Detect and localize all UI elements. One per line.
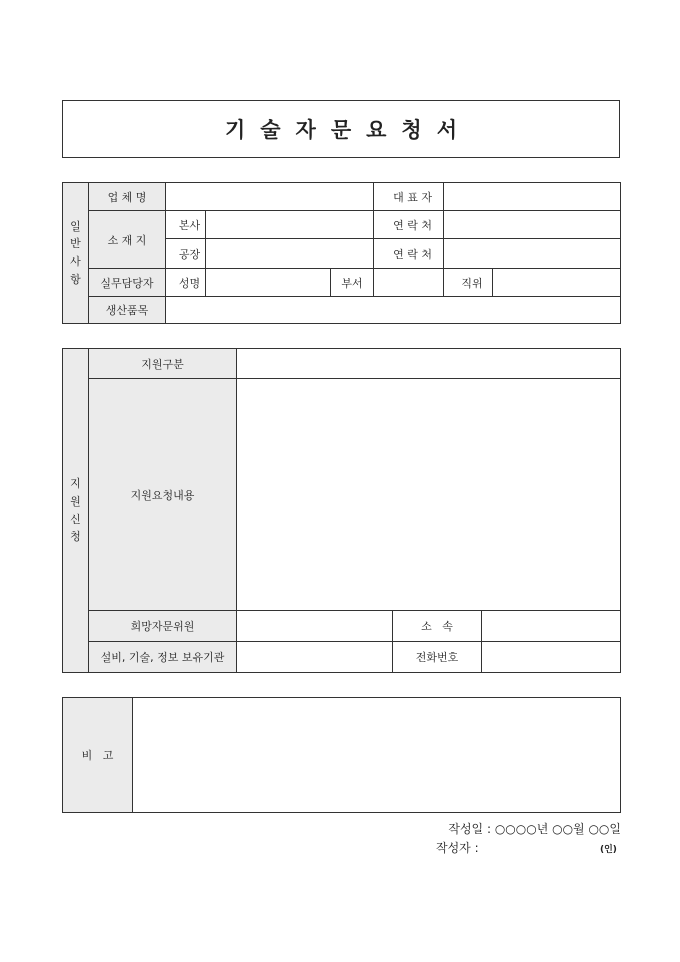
general-info-table bbox=[62, 182, 621, 324]
location-label: 소 재 지 bbox=[89, 211, 166, 269]
staff-dept-field[interactable] bbox=[374, 269, 444, 297]
hq-label: 본사 bbox=[166, 211, 206, 239]
representative-label: 대 표 자 bbox=[374, 183, 444, 211]
holder-institution-label: 설비, 기술, 정보 보유기관 bbox=[89, 642, 237, 673]
factory-contact-label: 연 락 처 bbox=[374, 239, 444, 269]
author-label: 작성자 : bbox=[436, 841, 479, 855]
phone-field[interactable] bbox=[482, 642, 621, 673]
affiliation-field[interactable] bbox=[482, 611, 621, 642]
holder-institution-field[interactable] bbox=[237, 642, 393, 673]
support-type-field[interactable] bbox=[237, 349, 621, 379]
remarks-label: 비 고 bbox=[63, 698, 133, 813]
factory-label: 공장 bbox=[166, 239, 206, 269]
product-label: 생산품목 bbox=[89, 297, 166, 324]
title-box bbox=[62, 100, 620, 158]
representative-field[interactable] bbox=[444, 183, 621, 211]
product-field[interactable] bbox=[166, 297, 621, 324]
advisor-label: 희망자문위원 bbox=[89, 611, 237, 642]
hq-contact-label: 연 락 처 bbox=[374, 211, 444, 239]
affiliation-label: 소 속 bbox=[393, 611, 482, 642]
remarks-table bbox=[62, 697, 621, 813]
staff-name-field[interactable] bbox=[206, 269, 331, 297]
support-request-side-label: 지 원 신 청 bbox=[63, 349, 89, 673]
staff-dept-label: 부서 bbox=[331, 269, 374, 297]
document-title: 기술자문요청서 bbox=[224, 118, 472, 142]
general-info-side-label: 일 반 사 항 bbox=[63, 183, 89, 324]
seal-mark: (인) bbox=[600, 845, 617, 855]
hq-contact-field[interactable] bbox=[444, 211, 621, 239]
remarks-field[interactable] bbox=[133, 698, 621, 813]
company-name-field[interactable] bbox=[166, 183, 374, 211]
request-content-label: 지원요청내용 bbox=[89, 379, 237, 611]
support-request-table bbox=[62, 348, 621, 673]
date-line: 작성일 : ○○○○년 ○○월 ○○일 bbox=[448, 822, 621, 836]
factory-address-field[interactable] bbox=[206, 239, 374, 269]
advisor-field[interactable] bbox=[237, 611, 393, 642]
request-content-field[interactable] bbox=[237, 379, 621, 611]
factory-contact-field[interactable] bbox=[444, 239, 621, 269]
staff-label: 실무담당자 bbox=[89, 269, 166, 297]
phone-label: 전화번호 bbox=[393, 642, 482, 673]
staff-position-label: 직위 bbox=[444, 269, 493, 297]
staff-position-field[interactable] bbox=[493, 269, 621, 297]
support-type-label: 지원구분 bbox=[89, 349, 237, 379]
company-name-label: 업 체 명 bbox=[89, 183, 166, 211]
staff-name-label: 성명 bbox=[166, 269, 206, 297]
hq-address-field[interactable] bbox=[206, 211, 374, 239]
